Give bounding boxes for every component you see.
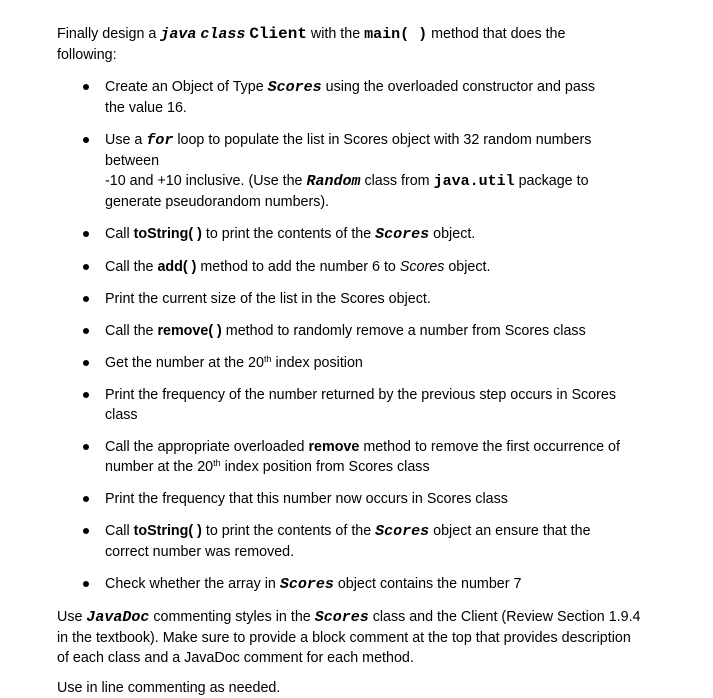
code-java: java <box>160 26 197 43</box>
scores-italic: Scores <box>399 259 445 275</box>
list-item <box>57 489 657 509</box>
bullet-icon <box>83 528 89 534</box>
bullet-icon <box>83 137 89 143</box>
list-item <box>57 224 657 245</box>
code-for: for <box>146 132 174 149</box>
code-javadoc: JavaDoc <box>86 609 150 626</box>
javadoc-paragraph <box>57 607 642 668</box>
code-scores: Scores <box>375 226 430 243</box>
code-java-util: java.util <box>433 173 515 190</box>
item-text: package to generate pseudorandom numbers). <box>105 173 589 210</box>
item-text: Create an Object of Type <box>105 79 268 95</box>
bullet-icon <box>83 360 89 366</box>
code-scores: Scores <box>314 609 369 626</box>
list-item <box>57 130 625 212</box>
item-text: to print the contents of the <box>201 226 376 242</box>
task-list <box>57 77 657 595</box>
list-item <box>57 521 625 562</box>
list-item <box>57 574 657 595</box>
bullet-icon <box>83 392 89 398</box>
item-text: method to remove the first occurrence of number at the 20 <box>105 439 620 475</box>
item-text: index position from Scores class <box>220 459 430 475</box>
item-text: index position <box>271 355 363 371</box>
item-text: object an ensure that the correct number was removed. <box>105 523 591 560</box>
code-scores: Scores <box>375 523 430 540</box>
para-text: Use <box>57 609 87 625</box>
item-text: to print the contents of the <box>201 523 376 539</box>
bullet-icon <box>83 296 89 302</box>
item-text: object contains the number 7 <box>333 576 522 592</box>
bullet-icon <box>83 231 89 237</box>
item-text: class from <box>360 173 434 189</box>
item-text: Call the <box>105 259 158 275</box>
para-text: Use in line commenting as needed. <box>57 680 281 696</box>
list-item <box>57 385 635 425</box>
bullet-icon <box>83 264 89 270</box>
para-text: commenting styles in the <box>149 609 315 625</box>
item-text: Print the frequency of the number returned by the previous step occurs in Scores class <box>105 387 616 423</box>
item-text: Call <box>105 226 134 242</box>
code-client: Client <box>249 25 307 43</box>
item-text: between <box>105 153 160 169</box>
intro-text: Finally design a <box>57 26 161 42</box>
para-text: class and the Client (Review Section 1.9.4 in the textbook). Make sure to provide a block comment at the top that provides description of each class and a JavaDoc comment for each method. <box>57 609 641 666</box>
method-add: add( ) <box>157 259 197 275</box>
code-scores: Scores <box>267 79 322 96</box>
item-text: method to randomly remove a number from Scores class <box>221 323 586 339</box>
list-item <box>57 77 615 118</box>
method-remove: remove( ) <box>157 323 222 339</box>
list-item <box>57 289 657 309</box>
item-text: object. <box>444 259 491 275</box>
list-item <box>57 353 657 373</box>
list-item <box>57 321 657 341</box>
method-tostring: toString( ) <box>133 226 202 242</box>
item-text: Check whether the array in <box>105 576 280 592</box>
bullet-icon <box>83 328 89 334</box>
item-text: loop to populate the list in Scores object with 32 random numbers <box>173 132 592 148</box>
item-text: Get the number at the 20 <box>105 355 264 371</box>
superscript: th <box>263 354 272 364</box>
item-text: object. <box>429 226 476 242</box>
bullet-icon <box>83 496 89 502</box>
bullet-icon <box>83 84 89 90</box>
item-text: -10 and +10 inclusive. (Use the <box>105 173 307 189</box>
bullet-icon <box>83 444 89 450</box>
code-main: main( ) <box>364 26 428 43</box>
intro-paragraph <box>57 24 617 65</box>
method-tostring: toString( ) <box>133 523 202 539</box>
item-text: Print the current size of the list in the Scores object. <box>105 291 431 307</box>
method-remove: remove <box>308 439 360 455</box>
superscript: th <box>213 458 221 468</box>
item-text: Call <box>105 523 134 539</box>
item-text: Call the <box>105 323 158 339</box>
code-scores: Scores <box>279 576 334 593</box>
list-item <box>57 257 657 277</box>
code-class: class <box>200 26 246 43</box>
item-text: Use a <box>105 132 147 148</box>
item-text: Call the appropriate overloaded <box>105 439 309 455</box>
item-text: method to add the number 6 to <box>196 259 400 275</box>
bullet-icon <box>83 581 89 587</box>
intro-text: method that does the following: <box>57 26 566 63</box>
document-body <box>57 24 657 698</box>
item-text: Print the frequency that this number now occurs in Scores class <box>105 491 508 507</box>
inline-paragraph <box>57 678 657 698</box>
item-text: using the overloaded constructor and pass the value 16. <box>105 79 596 116</box>
code-random: Random <box>306 173 361 190</box>
intro-text: with the <box>306 26 365 42</box>
list-item <box>57 437 630 477</box>
